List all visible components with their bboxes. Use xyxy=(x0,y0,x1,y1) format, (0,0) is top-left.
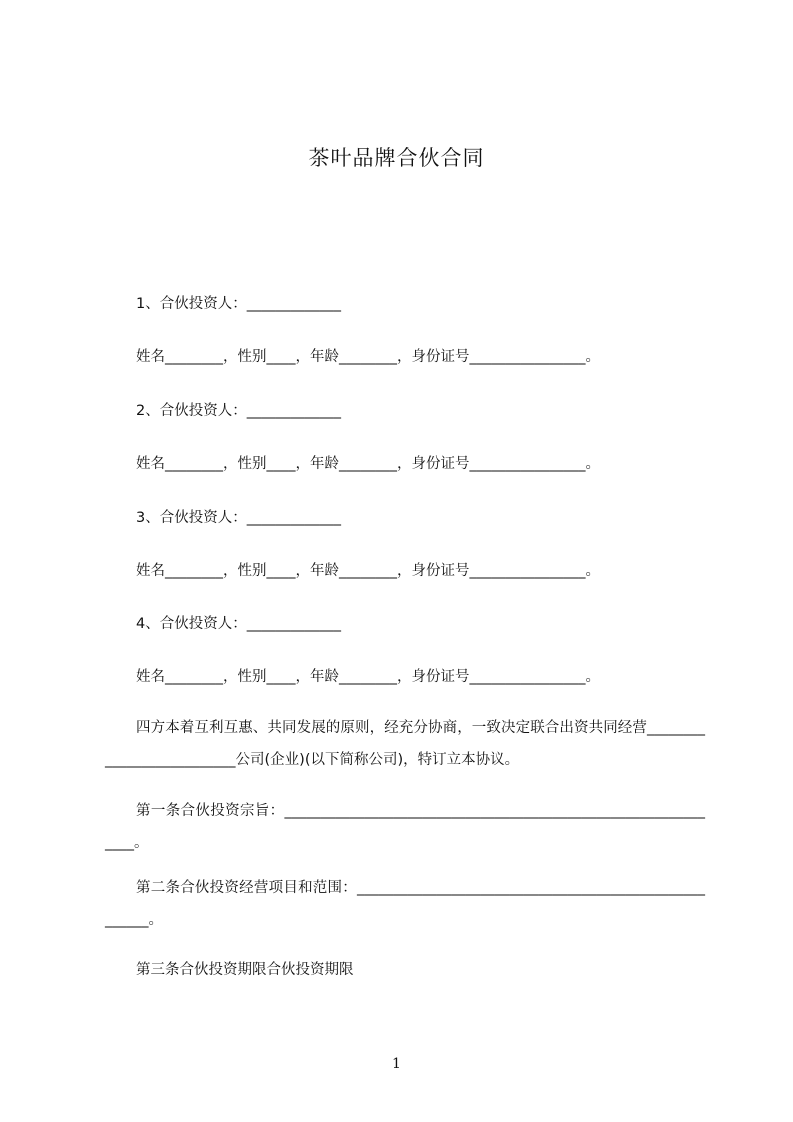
partner-3-details: 姓名________，性别____，年龄________，身份证号________________。 xyxy=(136,563,600,579)
partner-4-header: 4、合伙投资人：_____________ xyxy=(136,616,341,632)
partner-2-header: 2、合伙投资人：_____________ xyxy=(136,403,341,419)
article-1-paragraph: 第一条合伙投资宗旨：______________________________________________________________。 xyxy=(105,803,705,851)
partner-1-header: 1、合伙投资人：_____________ xyxy=(136,296,341,312)
partner-1-details: 姓名________，性别____，年龄________，身份证号________________。 xyxy=(136,349,600,365)
preamble-paragraph: 四方本着互利互惠、共同发展的原则，经充分协商，一致决定联合出资共同经营__________________________公司(企业)(以下简称公司)，特订立本协议。 xyxy=(105,720,705,768)
partner-2-details: 姓名________，性别____，年龄________，身份证号________________。 xyxy=(136,456,600,472)
article-2-paragraph: 第二条合伙投资经营项目和范围：______________________________________________________。 xyxy=(105,880,705,928)
partner-4-details: 姓名________，性别____，年龄________，身份证号________________。 xyxy=(136,669,600,685)
partner-3-header: 3、合伙投资人：_____________ xyxy=(136,510,341,526)
page-number: 1 xyxy=(392,1056,401,1072)
article-3-paragraph: 第三条合伙投资期限合伙投资期限 xyxy=(136,962,354,978)
document-title: 茶叶品牌合伙合同 xyxy=(308,146,485,170)
